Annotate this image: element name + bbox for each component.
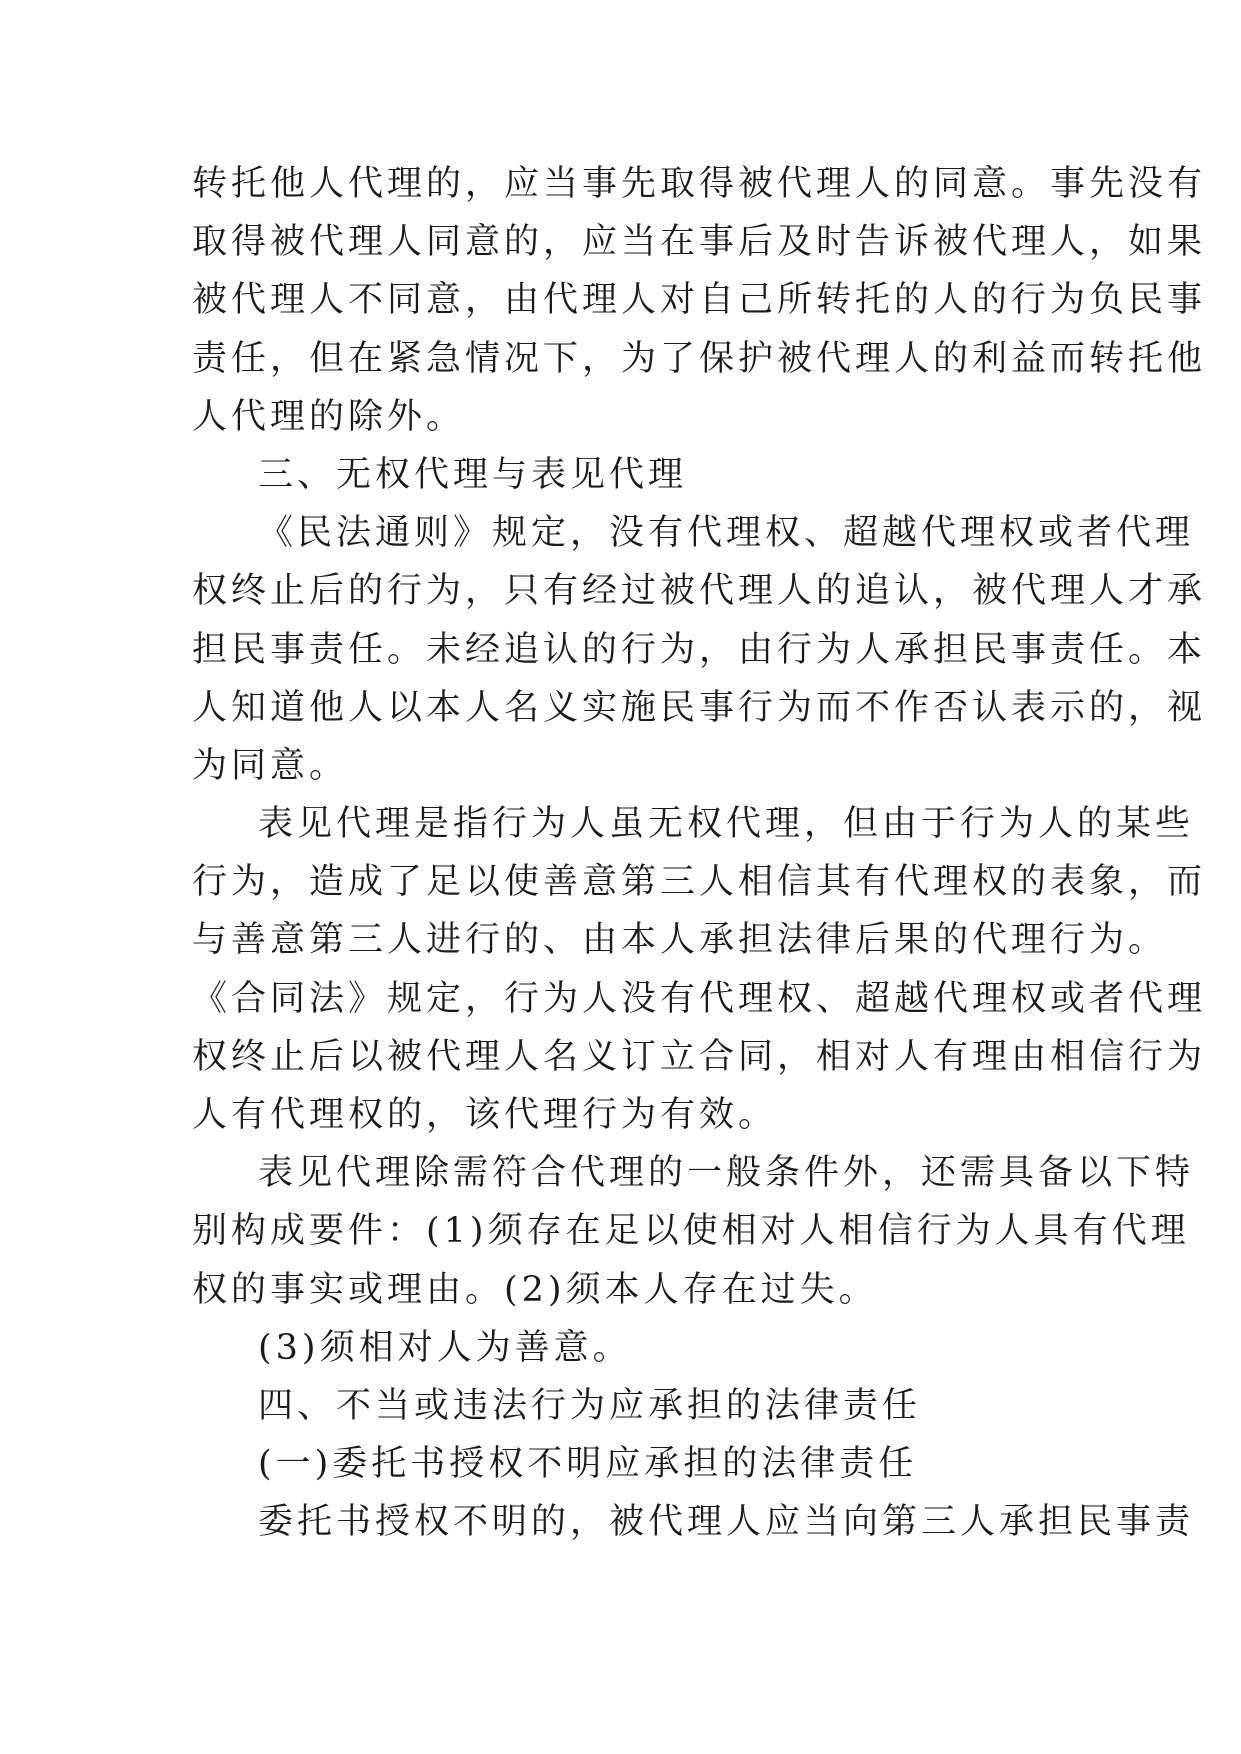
text-line-18: 表见代理除需符合代理的一般条件外，还需具备以下特 — [258, 1153, 1195, 1194]
text-line-9: 担民事责任。未经追认的行为，由行为人承担民事责任。本 — [192, 629, 1207, 670]
text-line-8: 权终止后的行为，只有经过被代理人的追认，被代理人才承 — [192, 571, 1207, 612]
document-body — [192, 155, 1207, 1552]
text-line-4: 责任，但在紧急情况下，为了保护被代理人的利益而转托他 — [192, 338, 1207, 379]
section-heading-3: 三、无权代理与表见代理 — [258, 454, 688, 495]
section-heading-4: 四、不当或违法行为应承担的法律责任 — [258, 1385, 922, 1426]
text-line-10: 人知道他人以本人名义实施民事行为而不作否认表示的，视 — [192, 687, 1207, 728]
text-line-5: 人代理的除外。 — [192, 396, 466, 437]
text-line-19: 别构成要件：(1)须存在足以使相对人相信行为人具有代理 — [192, 1211, 1190, 1252]
text-line-1: 转托他人代理的，应当事先取得被代理人的同意。事先没有 — [192, 164, 1207, 204]
subsection-heading-1: (一)委托书授权不明应承担的法律责任 — [258, 1444, 918, 1485]
text-line-15: 《合同法》规定，行为人没有代理权、超越代理权或者代理 — [192, 978, 1207, 1019]
text-line-2: 取得被代理人同意的，应当在事后及时告诉被代理人，如果 — [192, 222, 1207, 263]
text-line-14: 与善意第三人进行的、由本人承担法律后果的代理行为。 — [192, 920, 1168, 961]
text-line-13: 行为，造成了足以使善意第三人相信其有代理权的表象，而 — [192, 862, 1207, 903]
text-line-17: 人有代理权的，该代理行为有效。 — [192, 1095, 778, 1135]
text-line-16: 权终止后以被代理人名义订立合同，相对人有理由相信行为 — [192, 1036, 1207, 1077]
text-line-7: 《民法通则》规定，没有代理权、超越代理权或者代理 — [258, 513, 1195, 554]
text-line-3: 被代理人不同意，由代理人对自己所转托的人的行为负民事 — [192, 280, 1207, 321]
text-line-20: 权的事实或理由。(2)须本人存在过失。 — [192, 1269, 878, 1310]
text-line-11: 为同意。 — [192, 745, 349, 786]
text-line-21: (3)须相对人为善意。 — [258, 1327, 632, 1368]
text-line-24: 委托书授权不明的，被代理人应当向第三人承担民事责 — [258, 1502, 1195, 1543]
text-line-12: 表见代理是指行为人虽无权代理，但由于行为人的某些 — [258, 804, 1195, 845]
